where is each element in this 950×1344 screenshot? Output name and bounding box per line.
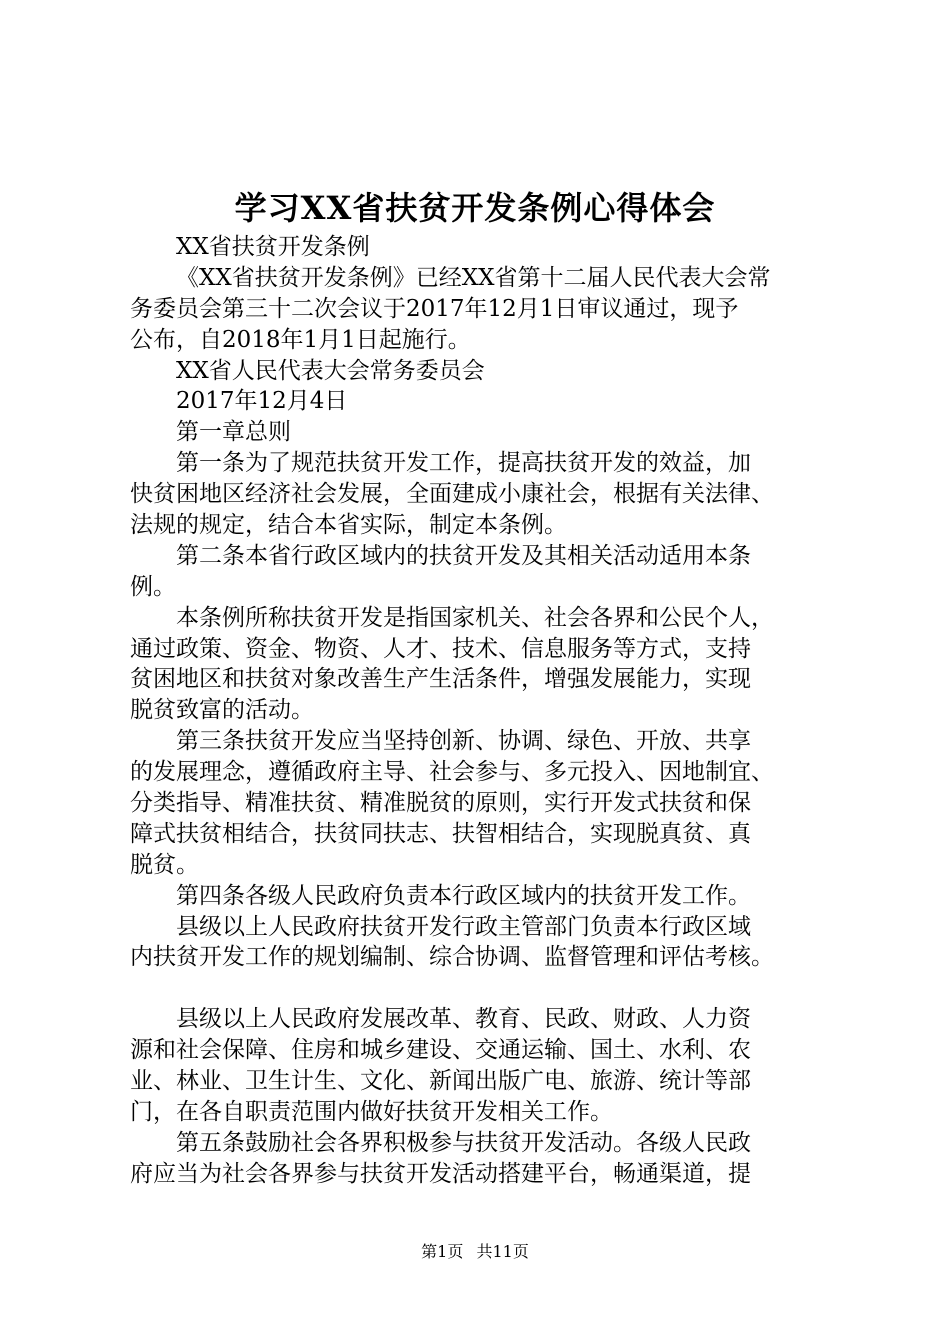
body-line: 障式扶贫相结合，扶贫同扶志、扶智相结合，实现脱真贫、真 — [130, 820, 751, 847]
body-line: 第二条本省行政区域内的扶贫开发及其相关活动适用本条 — [176, 542, 751, 569]
document-body — [130, 232, 830, 1190]
body-line: XX省扶贫开发条例 — [176, 234, 370, 260]
document-title: 学习XX省扶贫开发条例心得体会 — [234, 189, 716, 227]
body-line: 第三条扶贫开发应当坚持创新、协调、绿色、开放、共享 — [176, 728, 751, 755]
body-line: 脱贫致富的活动。 — [130, 697, 314, 724]
body-line: 县级以上人民政府扶贫开发行政主管部门负责本行政区域 — [176, 913, 751, 940]
body-line: 第五条鼓励社会各界积极参与扶贫开发活动。各级人民政 — [176, 1129, 751, 1156]
body-line: 业、林业、卫生计生、文化、新闻出版广电、旅游、统计等部 — [130, 1068, 751, 1095]
body-line: 源和社会保障、住房和城乡建设、交通运输、国土、水利、农 — [130, 1037, 751, 1064]
body-line: 公布，自2018年1月1日起施行。 — [130, 326, 471, 353]
body-line: 例。 — [130, 573, 176, 600]
page-number: 第1页 — [421, 1242, 464, 1261]
body-line: 务委员会第三十二次会议于2017年12月1日审议通过，现予 — [130, 295, 739, 322]
body-line: XX省人民代表大会常务委员会 — [176, 357, 485, 384]
body-line: 门，在各自职责范围内做好扶贫开发相关工作。 — [130, 1098, 613, 1125]
body-line: 内扶贫开发工作的规划编制、综合协调、监督管理和评估考核。 — [130, 944, 774, 971]
body-line: 第一章总则 — [176, 419, 291, 446]
blank-line — [130, 973, 830, 1004]
body-line: 《XX省扶贫开发条例》已经XX省第十二届人民代表大会常 — [176, 264, 771, 291]
page-footer — [0, 1240, 950, 1264]
body-line: 分类指导、精准扶贫、精准脱贫的原则，实行开发式扶贫和保 — [130, 790, 751, 817]
body-line: 第一条为了规范扶贫开发工作，提高扶贫开发的效益，加 — [176, 450, 751, 477]
page-total: 共11页 — [476, 1242, 529, 1261]
body-line: 的发展理念，遵循政府主导、社会参与、多元投入、因地制宜、 — [130, 759, 774, 786]
body-line: 第四条各级人民政府负责本行政区域内的扶贫开发工作。 — [176, 882, 751, 909]
body-line: 2017年12月4日 — [176, 388, 348, 415]
body-line: 贫困地区和扶贫对象改善生产生活条件，增强发展能力，实现 — [130, 666, 751, 693]
body-line: 快贫困地区经济社会发展，全面建成小康社会，根据有关法律、 — [130, 481, 774, 508]
body-line: 脱贫。 — [130, 851, 199, 878]
body-line: 县级以上人民政府发展改革、教育、民政、财政、人力资 — [176, 1006, 751, 1033]
body-line: 法规的规定，结合本省实际，制定本条例。 — [130, 512, 567, 539]
body-line: 府应当为社会各界参与扶贫开发活动搭建平台，畅通渠道，提 — [130, 1160, 751, 1187]
body-line: 本条例所称扶贫开发是指国家机关、社会各界和公民个人， — [176, 604, 774, 631]
body-line: 通过政策、资金、物资、人才、技术、信息服务等方式，支持 — [130, 635, 751, 662]
